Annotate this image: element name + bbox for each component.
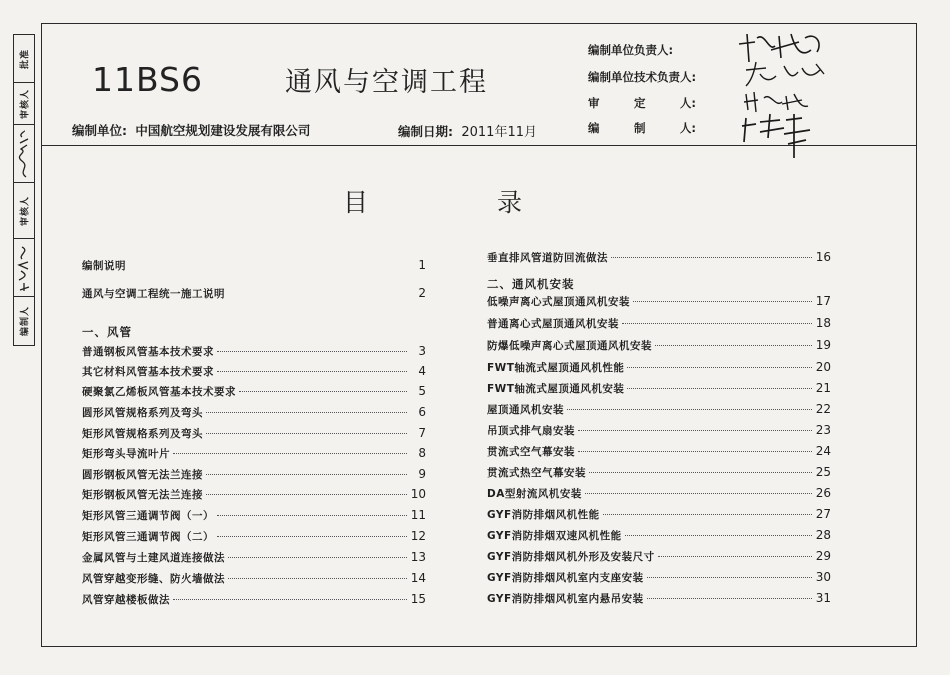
toc-entry[interactable]: FWT轴流式屋顶通风机性能 20: [487, 360, 831, 374]
org-value: 中国航空规划建设发展有限公司: [135, 123, 311, 138]
atlas-code: 11BS6: [92, 60, 203, 99]
approval-label: 审核人: [20, 195, 31, 226]
approval-strip: [13, 34, 35, 346]
toc-entry[interactable]: 低噪声离心式屋顶通风机安装 17: [487, 294, 831, 308]
toc-entry[interactable]: GYF消防排烟风机室内悬吊安装 31: [487, 591, 831, 605]
org-label: 编制单位:: [72, 123, 127, 138]
responsible-label: 编 制 人:: [588, 121, 696, 135]
approval-cell-approve: [14, 35, 34, 83]
date-line: [398, 121, 537, 140]
approval-label: 编制人: [20, 305, 31, 337]
approval-label: 审核人: [20, 88, 31, 119]
toc-entry[interactable]: GYF消防排烟风机性能 27: [487, 507, 831, 521]
toc-entry[interactable]: 风管穿越变形缝、防火墙做法 14: [82, 571, 426, 585]
toc-entry[interactable]: FWT轴流式屋顶通风机安装 21: [487, 381, 831, 395]
toc-entry[interactable]: 通风与空调工程统一施工说明 2: [82, 286, 426, 300]
date-value: 2011年11月: [461, 125, 537, 140]
approval-label: 批准: [20, 48, 31, 69]
toc-entry[interactable]: 垂直排风管道防回流做法 16: [487, 250, 831, 264]
toc-entry[interactable]: 金属风管与土建风道连接做法 13: [82, 550, 426, 564]
toc-section-heading: 二、通风机安装: [487, 277, 575, 291]
toc-entry[interactable]: 圆形钢板风管无法兰连接 9: [82, 467, 426, 481]
toc-entry[interactable]: 圆形风管规格系列及弯头 6: [82, 405, 426, 419]
toc-entry[interactable]: 矩形钢板风管无法兰连接 10: [82, 487, 426, 501]
approval-cell-author: [14, 297, 34, 345]
toc-entry[interactable]: 吊顶式排气扇安装 23: [487, 423, 831, 437]
handwritten-signature: [740, 112, 820, 162]
org-line: [72, 121, 310, 139]
handwritten-signature: [16, 243, 32, 293]
toc-entry[interactable]: 防爆低噪声离心式屋顶通风机安装 19: [487, 338, 831, 352]
responsible-label: 编制单位技术负责人:: [588, 70, 697, 84]
toc-entry[interactable]: 矩形风管规格系列及弯头 7: [82, 426, 426, 440]
approval-cell-reviewer: [14, 83, 34, 125]
responsible-label: 审 定 人:: [588, 96, 696, 110]
handwritten-signature: [740, 60, 830, 90]
toc-entry[interactable]: GYF消防排烟风机室内支座安装 30: [487, 570, 831, 584]
atlas-title: 通风与空调工程: [285, 67, 488, 98]
toc-entry[interactable]: 普通钢板风管基本技术要求 3: [82, 344, 426, 358]
toc-entry[interactable]: 贯流式热空气幕安装 25: [487, 465, 831, 479]
handwritten-signature: [16, 129, 32, 179]
approval-cell-signature: [14, 239, 34, 297]
responsible-row: [588, 69, 728, 85]
toc-heading: 录: [497, 188, 523, 217]
toc-entry[interactable]: 矩形风管三通调节阀（二） 12: [82, 529, 426, 543]
toc-entry[interactable]: 矩形风管三通调节阀（一） 11: [82, 508, 426, 522]
toc-entry[interactable]: 普通离心式屋顶通风机安装 18: [487, 316, 831, 330]
toc-entry[interactable]: GYF消防排烟风机外形及安装尺寸 29: [487, 549, 831, 563]
responsible-row: [588, 42, 728, 58]
toc-entry[interactable]: DA型射流风机安装 26: [487, 486, 831, 500]
date-label: 编制日期:: [398, 124, 453, 139]
responsible-row: [588, 120, 728, 136]
toc-entry[interactable]: 其它材料风管基本技术要求 4: [82, 364, 426, 378]
approval-cell-signature: [14, 125, 34, 183]
toc-section-heading: 一、风管: [82, 325, 132, 339]
responsible-row: [588, 95, 728, 111]
responsible-label: 编制单位负责人:: [588, 43, 674, 57]
approval-cell-reviewer: [14, 183, 34, 239]
toc-entry[interactable]: 编制说明 1: [82, 258, 426, 272]
toc-entry[interactable]: 矩形弯头导流叶片 8: [82, 446, 426, 460]
toc-heading: 目: [343, 188, 369, 217]
toc-entry[interactable]: 贯流式空气幕安装 24: [487, 444, 831, 458]
toc-entry[interactable]: GYF消防排烟双速风机性能 28: [487, 528, 831, 542]
toc-entry[interactable]: 屋顶通风机安装 22: [487, 402, 831, 416]
toc-entry[interactable]: 硬聚氯乙烯板风管基本技术要求 5: [82, 384, 426, 398]
toc-entry[interactable]: 风管穿越楼板做法 15: [82, 592, 426, 606]
